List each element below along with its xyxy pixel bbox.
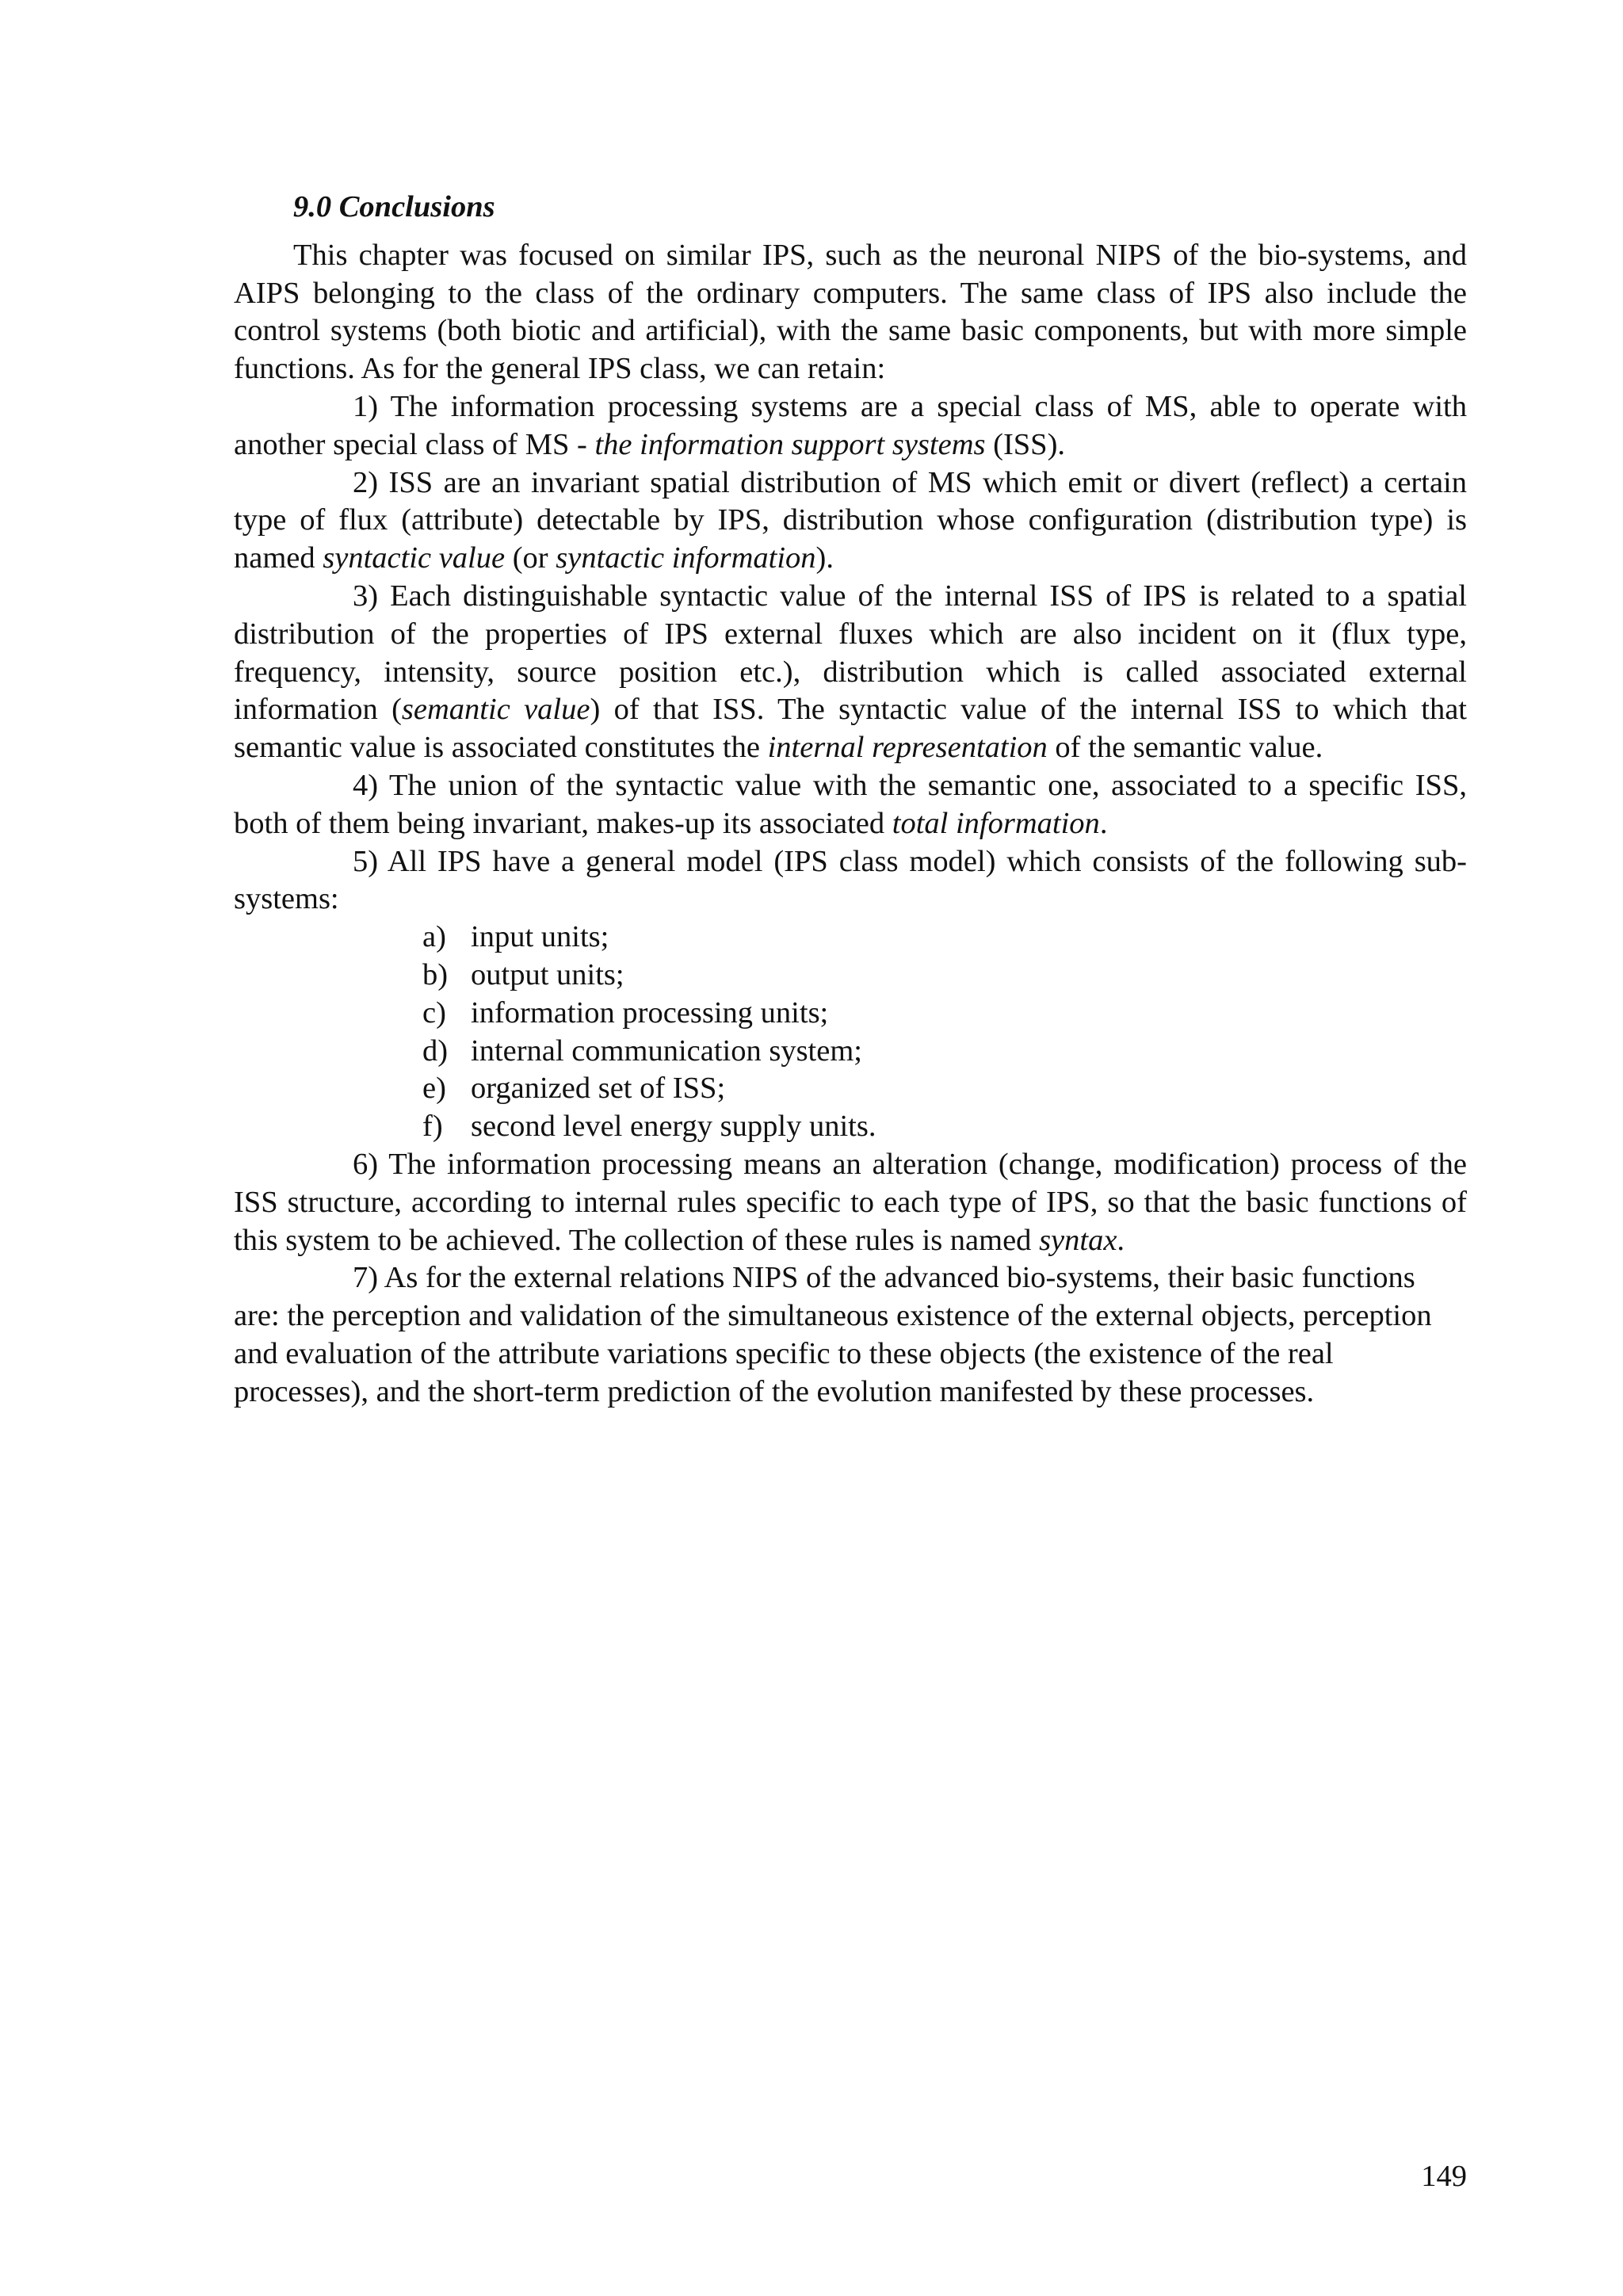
point-1 bbox=[234, 388, 1467, 464]
point-6 bbox=[234, 1146, 1467, 1259]
point-6-term: syntax bbox=[1039, 1223, 1117, 1257]
list-item-label: a) bbox=[422, 920, 446, 954]
list-item-label: e) bbox=[422, 1072, 446, 1106]
subsystem-list bbox=[422, 919, 1467, 1146]
point-1-text-a: 1) The information processing systems are a special class of MS, able to operate with another special class of MS - bbox=[234, 389, 1467, 461]
point-4 bbox=[234, 767, 1467, 843]
point-4-term: total information bbox=[892, 806, 1100, 840]
point-7: 7) As for the external relations NIPS of the advanced bio-systems, their basic functions are: the perception and validation of the simultaneous existence of the external objects, perception and evaluation of the attribute variations specific to these objects (the existence of the real processes), and the short-term prediction of the evolution manifested by these processes. bbox=[234, 1261, 1432, 1408]
point-2-term-1: syntactic value bbox=[323, 541, 506, 575]
list-item-label: b) bbox=[422, 957, 449, 991]
list-item bbox=[422, 919, 1467, 957]
list-item-text: output units; bbox=[471, 957, 624, 991]
point-4-text-a: 4) The union of the syntactic value with the semantic one, associated to a specific ISS, both of them being invariant, makes-up its associated bbox=[234, 768, 1467, 840]
list-item bbox=[422, 957, 1467, 995]
section-heading: 9.0 Conclusions bbox=[293, 190, 495, 223]
point-3-text-c: ) of that ISS. The syntactic value of the internal ISS to which that semantic value is associated constitutes the bbox=[234, 693, 1468, 765]
list-item-text: input units; bbox=[471, 920, 609, 954]
point-5: 5) All IPS have a general model (IPS class model) which consists of the following sub-systems: bbox=[234, 844, 1467, 916]
intro-paragraph: This chapter was focused on similar IPS, such as the neuronal NIPS of the bio-systems, and AIPS belonging to the class of the ordinary computers. The same class of IPS also include the control systems (both biotic and artificial), with the same basic components, but with more simple functions. As for the general IPS class, we can retain: bbox=[234, 238, 1467, 386]
page-body bbox=[234, 189, 1467, 1412]
page-number: 149 bbox=[1421, 2160, 1467, 2193]
point-3-term-2: internal representation bbox=[767, 731, 1048, 765]
list-item-label: d) bbox=[422, 1033, 449, 1068]
list-item-label: f) bbox=[422, 1110, 443, 1144]
point-1-text-c: (ISS). bbox=[985, 427, 1066, 461]
point-2-term-2: syntactic information bbox=[556, 541, 816, 575]
point-2-text-e: ). bbox=[815, 541, 834, 575]
point-3-text-e: of the semantic value. bbox=[1047, 731, 1323, 765]
point-2-text-a: 2) ISS are an invariant spatial distribution of MS which emit or divert (reflect) a certain type of flux (attribute) detectable by IPS, distribution whose configuration (distribution type) is named bbox=[234, 465, 1467, 575]
list-item-text: internal communication system; bbox=[471, 1033, 862, 1068]
list-item bbox=[422, 1070, 1467, 1108]
list-item-text: organized set of ISS; bbox=[471, 1072, 726, 1106]
list-item bbox=[422, 995, 1467, 1033]
list-item-text: second level energy supply units. bbox=[471, 1110, 876, 1144]
point-2 bbox=[234, 464, 1467, 578]
point-6-text-a: 6) The information processing means an alteration (change, modification) process of the ISS structure, according to internal rules specific to each type of IPS, so that the basic functions of this system to be achieved. The collection of these rules is named bbox=[234, 1147, 1467, 1257]
list-item bbox=[422, 1033, 1467, 1071]
point-4-text-c: . bbox=[1099, 806, 1108, 840]
point-3-term-1: semantic value bbox=[401, 693, 590, 727]
list-item bbox=[422, 1108, 1467, 1146]
list-item-label: c) bbox=[422, 995, 446, 1030]
point-2-text-c: (or bbox=[505, 541, 556, 575]
point-3-text-a: 3) Each distinguishable syntactic value of the internal ISS of IPS is related to a spatial distribution of the properties of IPS external fluxes which are also incident on it (flux type, frequency, intensity, source position etc.), distribution which is called associated external information ( bbox=[234, 579, 1467, 727]
point-1-term: the information support systems bbox=[594, 427, 986, 461]
point-6-text-c: . bbox=[1117, 1223, 1125, 1257]
list-item-text: information processing units; bbox=[471, 995, 829, 1030]
point-3 bbox=[234, 578, 1467, 767]
